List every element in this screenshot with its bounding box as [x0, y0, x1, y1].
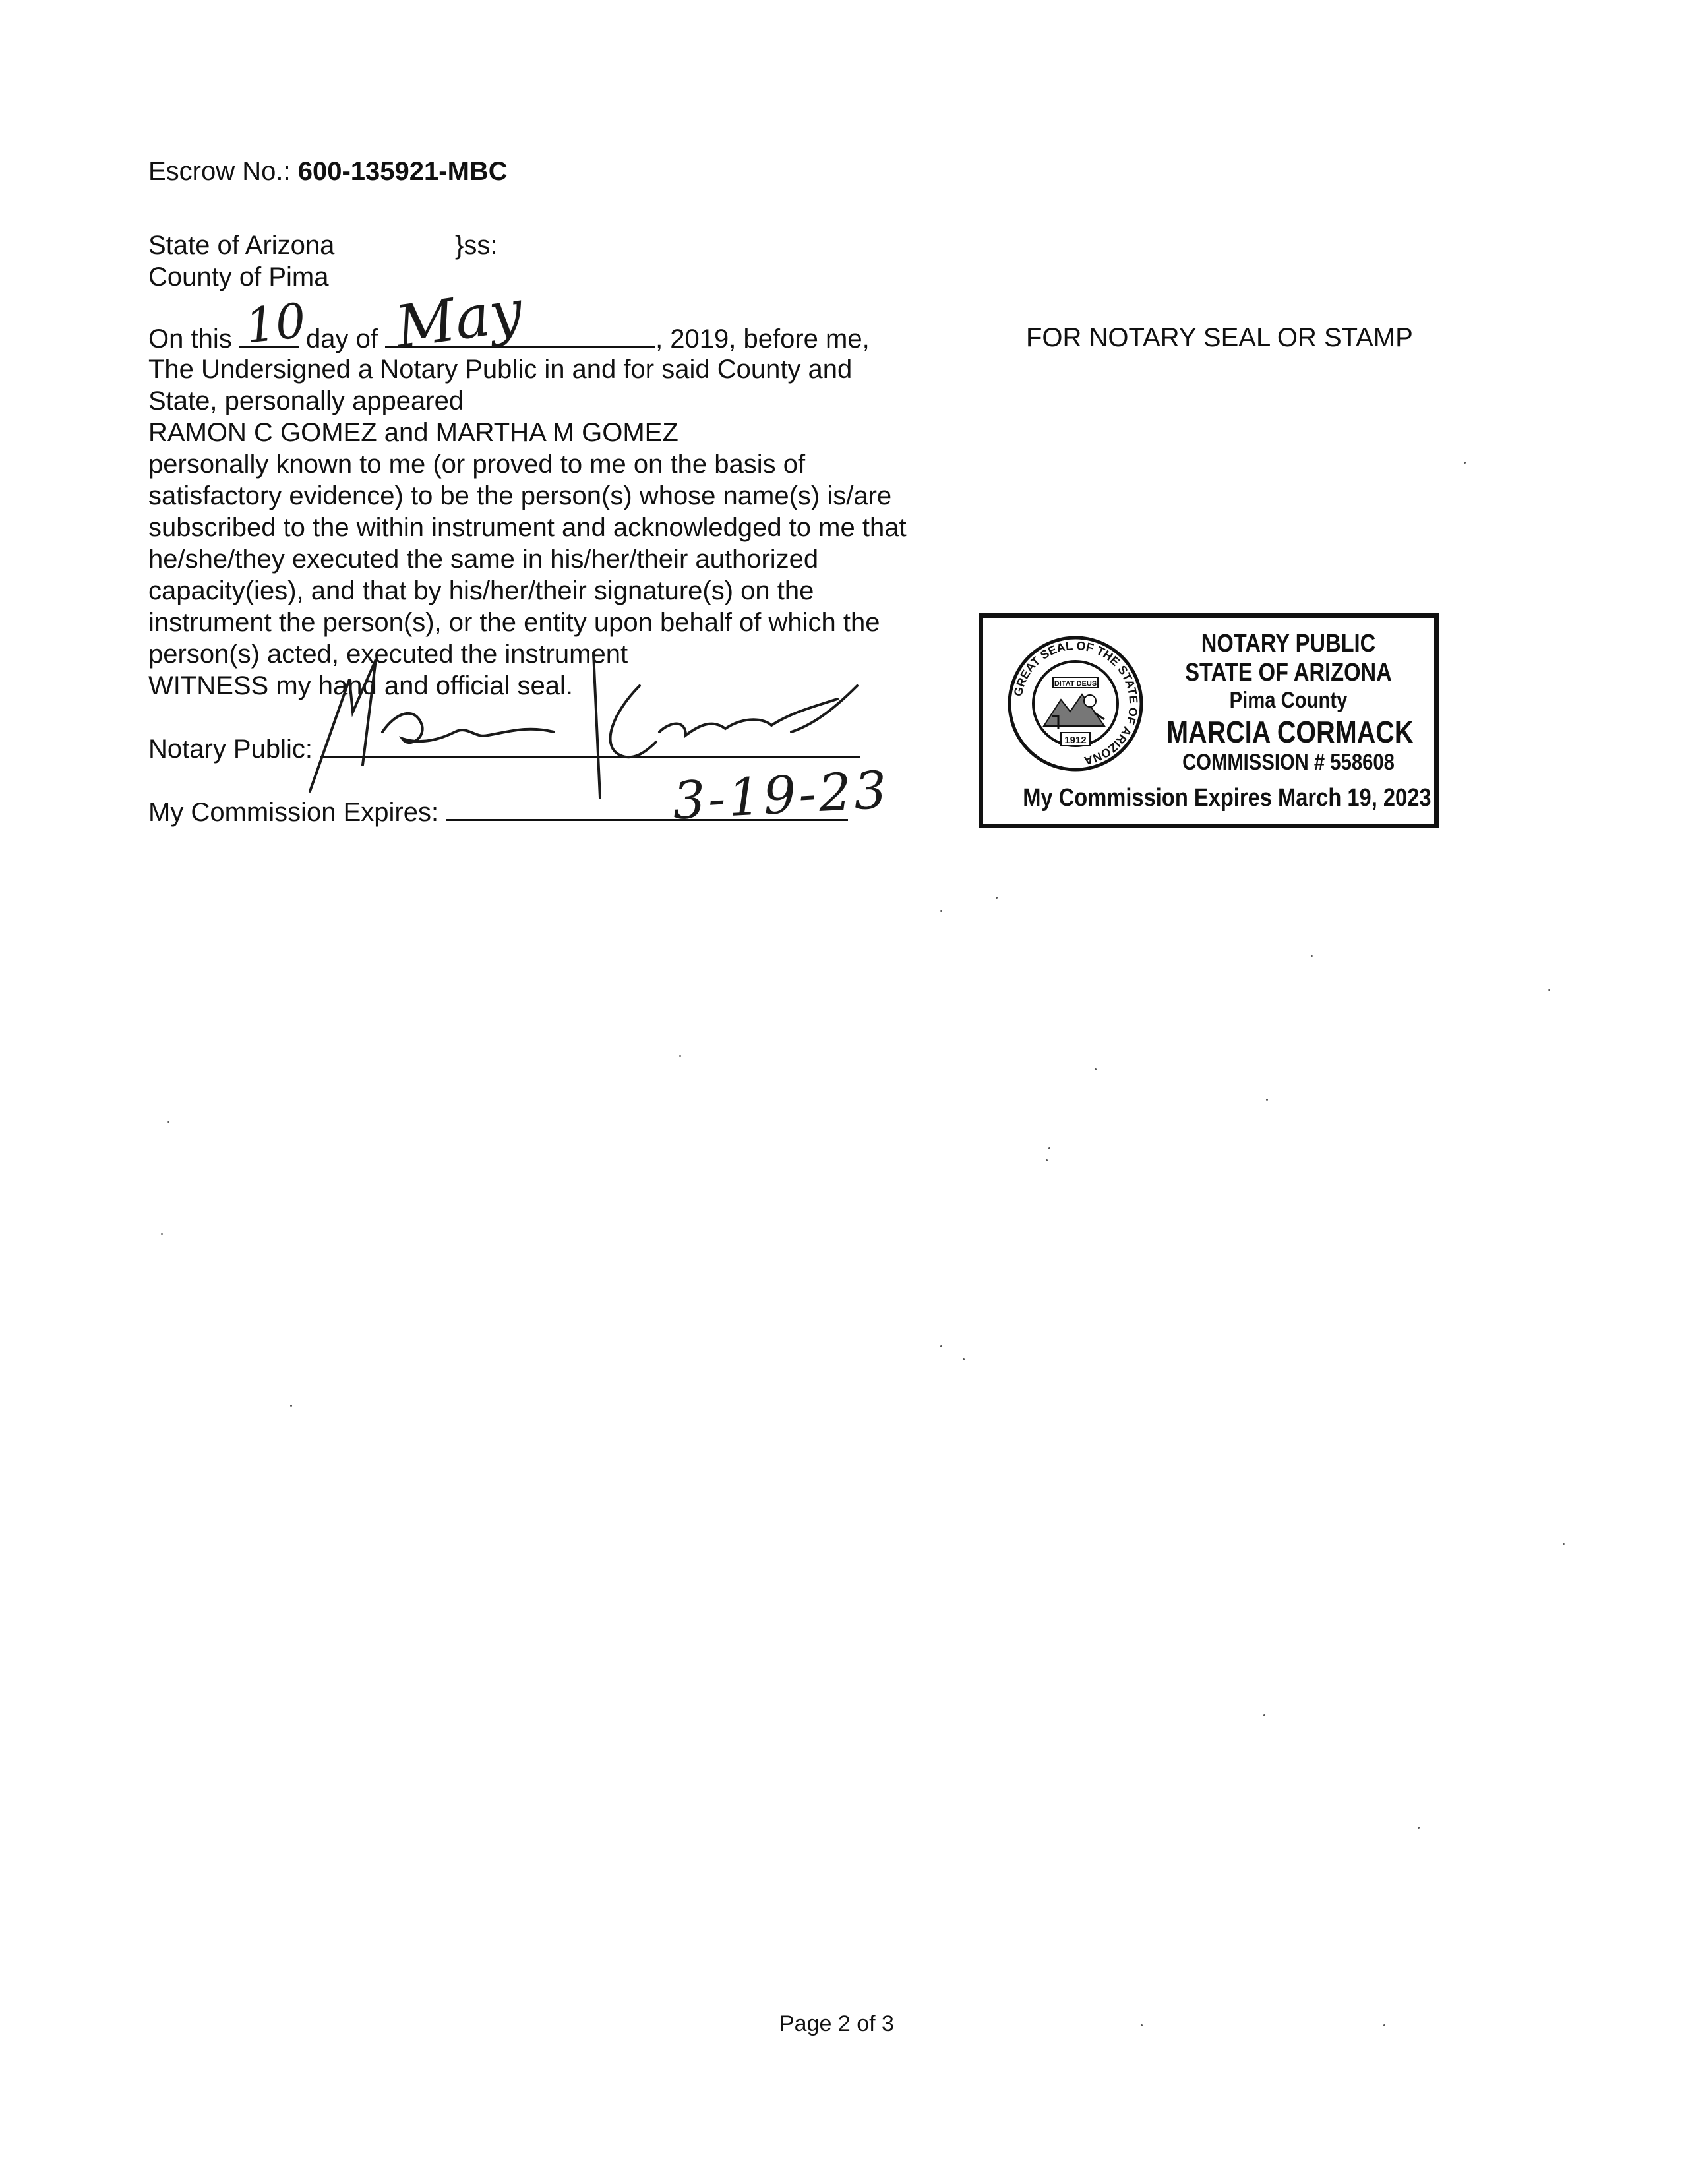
scan-speck — [1418, 1827, 1420, 1829]
ack-line: person(s) acted, executed the instrument — [148, 640, 628, 669]
ack-line: satisfactory evidence) to be the person(s) whose name(s) is/are — [148, 481, 892, 510]
escrow-label: Escrow No.: — [148, 157, 291, 186]
great-seal-icon — [1006, 634, 1145, 774]
stamp-expiration: My Commission Expires March 19, 2023 — [1023, 784, 1432, 812]
escrow-number: 600-135921-MBC — [297, 157, 508, 186]
notary-stamp — [979, 613, 1439, 828]
scan-speck — [940, 910, 942, 912]
scan-speck — [1548, 989, 1550, 991]
scan-speck — [679, 1055, 681, 1057]
scan-speck — [161, 1233, 163, 1235]
stamp-commission-number: COMMISSION # 558608 — [1182, 750, 1395, 775]
venue-county: County of Pima — [148, 262, 329, 291]
scan-speck — [963, 1358, 965, 1360]
escrow-line — [148, 156, 508, 187]
seal-motto: DITAT DEUS — [1054, 680, 1097, 688]
commission-expires-label: My Commission Expires: — [148, 798, 439, 827]
scan-speck — [940, 1345, 942, 1347]
scan-speck — [1266, 1099, 1268, 1101]
notary-public-label: Notary Public: — [148, 735, 313, 764]
ack-line: he/she/they executed the same in his/her/their authorized — [148, 545, 819, 574]
stamp-state: STATE OF ARIZONA — [1185, 659, 1392, 686]
scan-speck — [1048, 1147, 1050, 1149]
venue-state: State of Arizona — [148, 231, 335, 260]
scan-speck — [1464, 462, 1466, 464]
ack-line: subscribed to the within instrument and acknowledged to me that — [148, 513, 907, 542]
seal-area-label: FOR NOTARY SEAL OR STAMP — [1026, 323, 1413, 352]
ack-line: State, personally appeared — [148, 386, 464, 415]
scan-speck — [1383, 2024, 1385, 2026]
scan-speck — [1563, 1543, 1565, 1545]
scan-speck — [1311, 955, 1313, 957]
stamp-county: Pima County — [1229, 688, 1348, 713]
handwritten-month: May — [391, 276, 527, 361]
scan-speck — [1046, 1159, 1048, 1161]
handwritten-day: 10 — [242, 292, 309, 354]
day-of-label: day of — [305, 324, 378, 353]
on-this-label: On this — [148, 324, 232, 353]
ack-line: capacity(ies), and that by his/her/their signature(s) on the — [148, 576, 814, 605]
seal-year: 1912 — [1064, 735, 1087, 746]
ack-line: RAMON C GOMEZ and MARTHA M GOMEZ — [148, 418, 678, 447]
ack-line: instrument the person(s), or the entity upon behalf of which the — [148, 608, 880, 637]
scan-speck — [290, 1405, 292, 1407]
venue-ss: }ss: — [455, 231, 498, 260]
handwritten-expiration: 3-19-23 — [671, 760, 891, 832]
scan-speck — [1141, 2024, 1143, 2026]
seal-ring-text: GREAT SEAL OF THE STATE OF ARIZONA — [1011, 638, 1141, 768]
ack-line: personally known to me (or proved to me on the basis of — [148, 450, 806, 479]
stamp-title: NOTARY PUBLIC — [1201, 630, 1376, 657]
scan-speck — [167, 1121, 169, 1123]
page-number: Page 2 of 3 — [779, 2011, 894, 2036]
scan-speck — [1095, 1068, 1097, 1070]
ack-line: WITNESS my hand and official seal. — [148, 671, 573, 700]
scan-speck — [996, 897, 998, 899]
year-text: , 2019, before me, — [655, 324, 870, 353]
ack-line: The Undersigned a Notary Public in and for said County and — [148, 355, 853, 384]
scan-speck — [1263, 1714, 1265, 1716]
stamp-notary-name: MARCIA CORMACK — [1166, 715, 1414, 749]
